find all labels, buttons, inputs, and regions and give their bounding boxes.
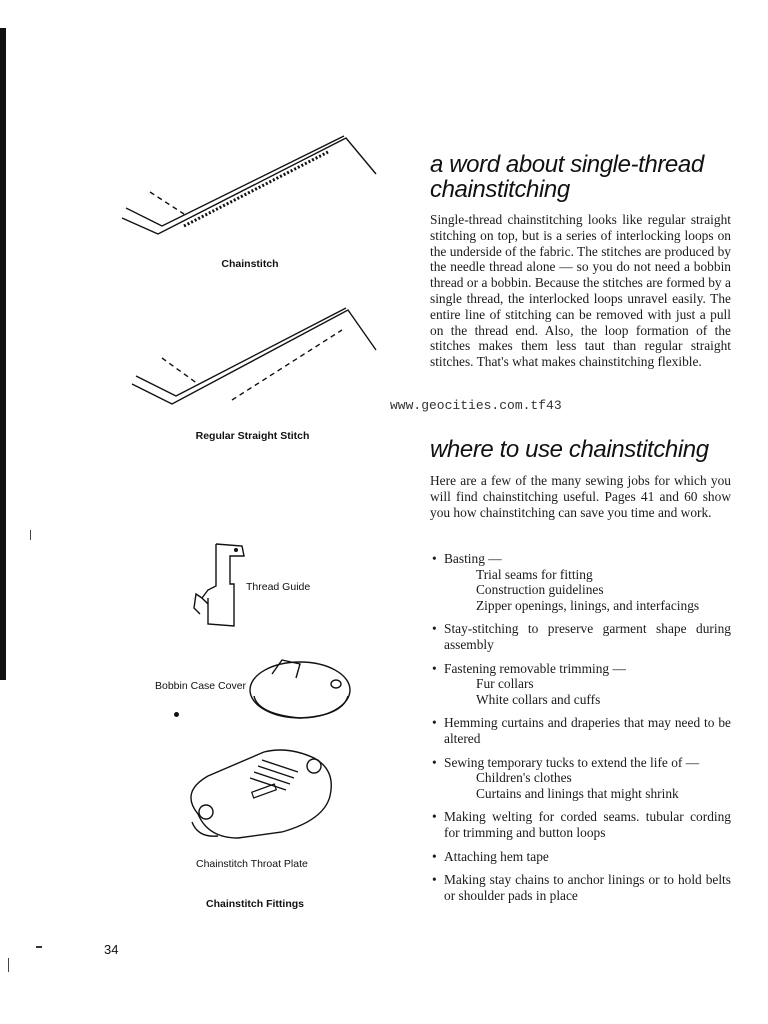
throat-plate-illustration <box>178 742 338 842</box>
list-item <box>430 755 731 802</box>
list-item <box>430 551 731 613</box>
bullet-icon: • <box>432 872 437 888</box>
bullet-icon: • <box>432 809 437 825</box>
chainstitch-caption: Chainstitch <box>221 258 279 270</box>
straight-stitch-caption: Regular Straight Stitch <box>195 430 310 442</box>
list-item-text: Stay-stitching to preserve garment shape during assembly <box>444 621 731 652</box>
list-subitem: Curtains and linings that might shrink <box>476 785 679 801</box>
chainstitch-illustration <box>118 130 378 240</box>
straight-stitch-illustration <box>128 300 378 410</box>
section-body-single-thread: Single-thread chainstitching looks like regular straight stitching on top, but is a series of interlocking loops on the underside of the fabric. The stitches are produced by the needle thread alone — so you do not need a bobbin thread or a bobbin. Because the stitches are formed by a single thread, the interlocked loops unravel easily. The entire line of stitching can be removed with just a pull on the thread end. Also, the loop formation of the stitches makes them less taut than regular straight stitches. That's what makes chainstitching flexible. <box>430 212 731 370</box>
list-subitem: Trial seams for fitting <box>476 566 593 582</box>
list-subitem: Construction guidelines <box>476 582 604 598</box>
bullet-icon: • <box>432 715 437 731</box>
list-subitem: Children's clothes <box>476 770 572 786</box>
bullet-icon: • <box>432 551 437 566</box>
list-item <box>430 715 731 746</box>
list-subitem: Zipper openings, linings, and interfacings <box>476 597 700 613</box>
bullet-icon: • <box>432 660 437 676</box>
page-number: 34 <box>104 942 119 957</box>
list-item <box>430 849 731 865</box>
list-item-text: Attaching hem tape <box>444 848 549 864</box>
list-item-text: Basting — <box>444 551 502 566</box>
section-heading-single-thread: a word about single-thread chainstitching <box>430 151 704 203</box>
list-item <box>430 621 731 652</box>
list-item-text: Hemming curtains and draperies that may need to be altered <box>444 715 731 746</box>
bullet-icon: • <box>432 848 437 864</box>
watermark-url: www.geocities.com.tf43 <box>390 398 562 413</box>
binding-edge <box>0 28 6 680</box>
list-subitem: White collars and cuffs <box>476 691 601 707</box>
fittings-caption: Chainstitch Fittings <box>206 898 304 910</box>
section-heading-where-to-use: where to use chainstitching <box>430 436 709 463</box>
scan-mark <box>36 946 42 948</box>
bobbin-cover-illustration <box>244 652 356 722</box>
bullet-icon: • <box>432 621 437 637</box>
list-item <box>430 872 731 903</box>
scan-mark <box>8 958 9 972</box>
throat-plate-label: Chainstitch Throat Plate <box>196 858 308 870</box>
thread-guide-label: Thread Guide <box>246 581 311 593</box>
list-item-text: Sewing temporary tucks to extend the life of — <box>444 754 700 770</box>
bullet-mark <box>174 712 179 717</box>
list-item-text: Fastening removable trimming — <box>444 660 626 676</box>
bullet-icon: • <box>432 754 437 770</box>
list-subitem: Fur collars <box>476 676 534 692</box>
list-item <box>430 809 731 840</box>
scan-mark <box>30 530 31 540</box>
uses-list <box>430 551 731 911</box>
section-intro-where-to-use: Here are a few of the many sewing jobs for which you will find chainstitching useful. Pages 41 and 60 show you how chainstitching can save you time and work. <box>430 473 731 520</box>
list-item <box>430 661 731 708</box>
list-item-text: Making welting for corded seams. tubular cording for trimming and button loops <box>444 809 731 840</box>
list-item-text: Making stay chains to anchor linings or to hold belts or shoulder pads in place <box>444 872 731 903</box>
bobbin-cover-label: Bobbin Case Cover <box>155 680 247 692</box>
